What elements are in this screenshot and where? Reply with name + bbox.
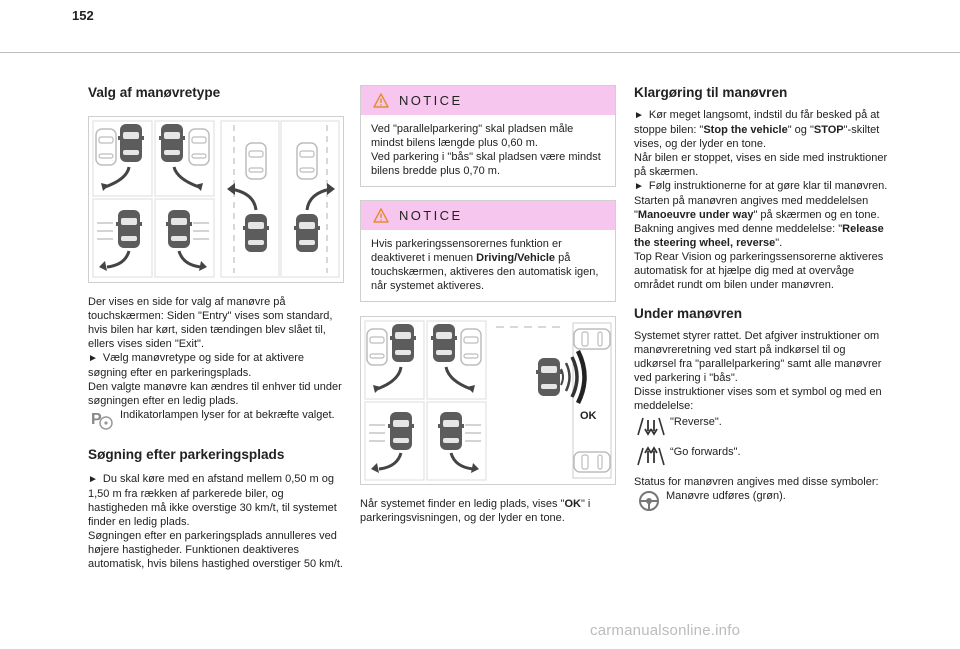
parking-found-illustration: [361, 317, 615, 484]
steering-text: Systemet styrer rattet. Det afgiver instruktioner om manøvreretning ved start på indkørsel til og udkørsel fra "parallelparkering" samt alle manøvrer ved parkering i "bås".: [634, 330, 882, 384]
heading-maneuver-type: Valg af manøvretype: [88, 85, 221, 100]
column-middle: [360, 85, 616, 525]
forward-label: “Go forwards".: [670, 446, 741, 458]
warning-triangle-icon: [373, 93, 389, 108]
menu-name: Driving/Vehicle: [476, 252, 556, 264]
start-text: [634, 194, 888, 222]
caption-text: " i parkeringsvisningen, og der lyder en tone.: [360, 498, 591, 524]
column-right: [634, 84, 888, 515]
forward-arrows-icon: [634, 445, 668, 467]
bullet-arrow-icon: ►: [88, 474, 98, 485]
message-stop: STOP: [813, 124, 844, 136]
rear-vision-text: Top Rear Vision og parkeringssensorerne aktiveres automatisk for at hjælpe dig med at overvåge området rundt om bilen under manøvren.: [634, 251, 884, 291]
notice-header: [361, 201, 615, 230]
search-cancel-text: Søgningen efter en parkeringsplads annulleres ved højere hastigheder. Funktionen deaktiveres automatisk, hvis bilens hastighed overstiger 50 km/t.: [88, 530, 343, 570]
message-stop-vehicle: Stop the vehicle: [703, 124, 788, 136]
bullet-arrow-icon: ►: [634, 181, 644, 192]
reverse-arrows-icon: [634, 415, 668, 437]
svg-text:P: P: [91, 411, 102, 428]
message-under-way: Manoeuvre under way: [637, 209, 754, 221]
warning-triangle-icon: [373, 208, 389, 223]
notice-body: [361, 230, 615, 301]
steering-wheel-status-icon: [634, 489, 664, 515]
indicator-row: [88, 408, 344, 432]
notice-parallel-text: Ved "parallelparkering" skal pladsen måle mindst bilens længde plus 0,60 m.: [371, 123, 574, 149]
body-text: ".: [775, 237, 783, 249]
bullet-arrow-icon: ►: [88, 353, 98, 364]
bullet-text: Kør meget langsomt, indstil du får besked på at stoppe bilen: ": [634, 109, 880, 136]
body-text: " på skærmen og en tone.: [753, 209, 880, 221]
bullet-text: Du skal køre med en afstand mellem 0,50 m og 1,50 m fra rækken af parkerede biler, og hastigheden må ikke overstige 30 km/t, til systemet finder en ledig plads.: [88, 473, 337, 528]
notice-body: [361, 115, 615, 186]
parking-found-figure: [360, 316, 616, 485]
bullet-text: "-skiltet vises, og der lyder en tone.: [634, 124, 880, 150]
heading-during-maneuver: Under manøvren: [634, 306, 743, 321]
body-text: Starten på manøvren angives med meddelelsen ": [634, 195, 869, 221]
message-release: Release the steering wheel, reverse: [634, 223, 884, 249]
caption-ok: OK: [564, 498, 581, 510]
bullet-text: " og ": [787, 124, 814, 136]
bullet-search-distance: [88, 472, 344, 529]
page-number: 152: [72, 8, 94, 23]
notice-title: NOTICE: [399, 208, 463, 223]
notice-box-1: [360, 85, 616, 187]
stopped-text: Når bilen er stoppet, vises en side med instruktioner på skærmen.: [634, 152, 888, 178]
header-divider: [0, 52, 960, 53]
status-row: [634, 489, 888, 515]
maneuver-selection-illustration: [89, 117, 343, 282]
ok-label: OK: [580, 410, 597, 422]
indicator-text: Indikatorlampen lyser for at bekræfte valget.: [120, 409, 335, 421]
notice-text: Hvis parkeringssensorernes funktion er deaktiveret i menuen: [371, 238, 562, 264]
heading-search-parking: Søgning efter parkeringsplads: [88, 447, 285, 462]
bullet-text: Vælg manøvretype og side for at aktivere søgning efter en parkeringsplads.: [88, 352, 305, 379]
bullet-text: Følg instruktionerne for at gøre klar til manøvren.: [648, 180, 888, 192]
bullet-stop: [634, 108, 888, 151]
forward-row: [634, 445, 888, 467]
maneuver-selection-text: Der vises en side for valg af manøvre på touchskærmen: Siden "Entry" vises som standard, hvis bilen har kørt, siden tændingen blev slået til, ellers vises siden "Exit".: [88, 296, 333, 350]
bullet-follow: [634, 179, 888, 194]
reverse-text: [634, 222, 888, 250]
instruction-text: Disse instruktioner vises som et symbol og med en meddelelse:: [634, 386, 882, 412]
column-left: [88, 70, 344, 571]
reverse-row: [634, 415, 888, 437]
body-text: Bakning angives med denne meddelelse: ": [634, 223, 843, 235]
notice-bay-text: Ved parkering i "bås" skal pladsen være mindst bilens bredde plus 0,70 m.: [371, 151, 601, 177]
caption-text: Når systemet finder en ledig plads, vises ": [360, 498, 565, 510]
status-label: Manøvre udføres (grøn).: [666, 490, 786, 502]
bullet-arrow-icon: ►: [634, 110, 644, 121]
bullet-select-type: [88, 351, 344, 380]
notice-box-2: [360, 200, 616, 302]
maneuver-change-text: Den valgte manøvre kan ændres til enhver tid under søgningen efter en ledig plads.: [88, 381, 342, 407]
parking-indicator-icon: [88, 408, 116, 432]
notice-header: [361, 86, 615, 115]
heading-preparation: Klargøring til manøvren: [634, 85, 788, 100]
maneuver-selection-figure: [88, 116, 344, 283]
watermark: carmanualsonline.info: [590, 622, 741, 639]
status-text: Status for manøvren angives med disse symboler:: [634, 476, 879, 488]
notice-text: på touchskærmen, aktiveres den automatisk igen, når systemet aktiveres.: [371, 252, 599, 292]
notice-title: NOTICE: [399, 93, 463, 108]
reverse-label: "Reverse".: [670, 416, 722, 428]
parking-found-caption: [360, 497, 616, 525]
